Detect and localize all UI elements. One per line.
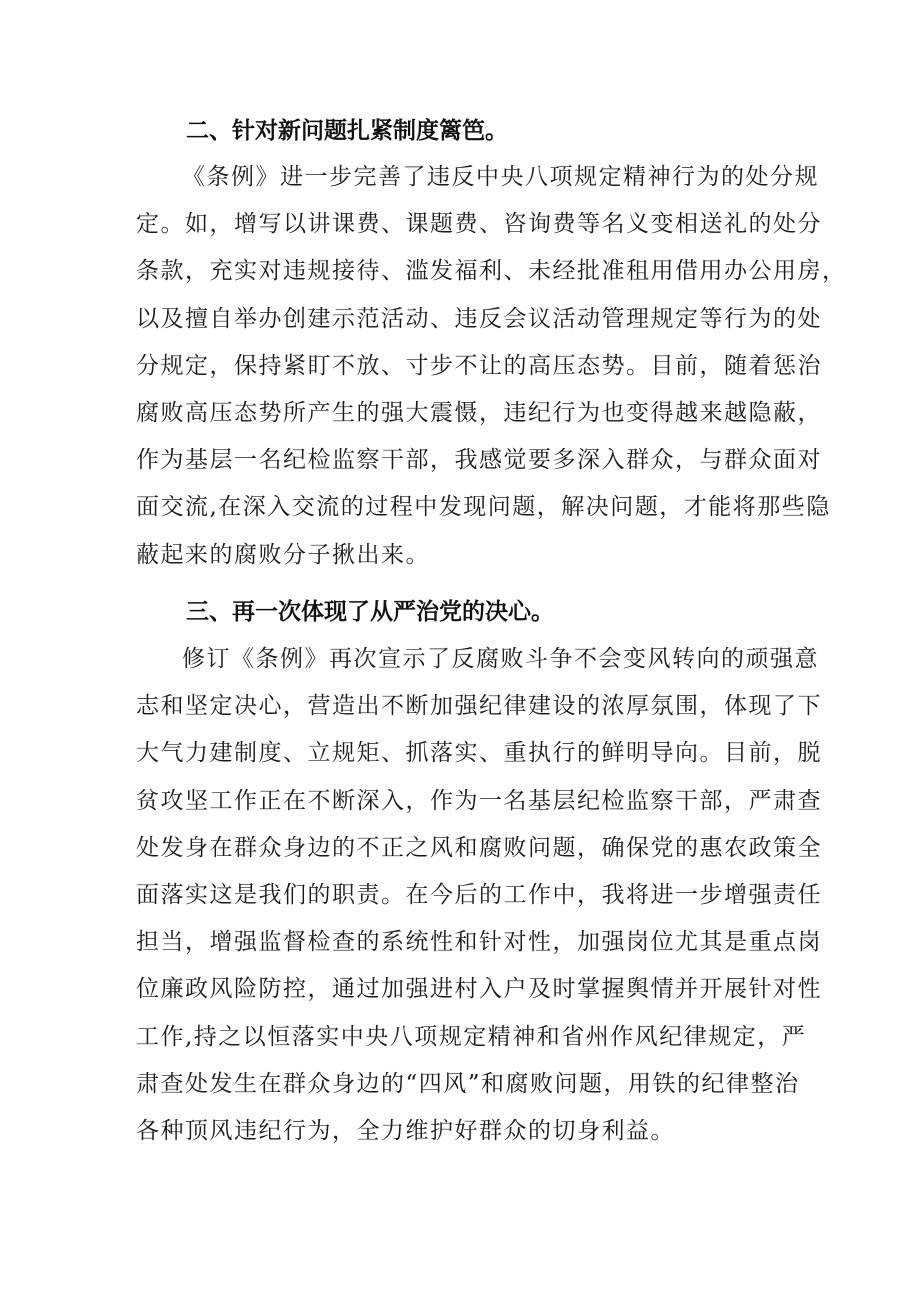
paragraph-line: 以及擅自举办创建示范活动、违反会议活动管理规定等行为的处 xyxy=(136,305,822,332)
section-3-heading: 三、再一次体现了从严治党的决心。 xyxy=(186,599,554,625)
section-2-paragraph xyxy=(136,154,847,579)
paragraph-line: 定。如，增写以讲课费、课题费、咨询费等名义变相送礼的处分 xyxy=(136,211,822,238)
section-3-paragraph xyxy=(136,636,822,1155)
paragraph-line: 肃查处发生在群众身边的“四风”和腐败问题，用铁的纪律整治 xyxy=(136,1070,800,1097)
paragraph-line: 《条例》进一步完善了违反中央八项规定精神行为的处分规 xyxy=(182,164,819,190)
paragraph-line: 条款，充实对违规接待、滥发福利、未经批准租用借用办公用房， xyxy=(136,258,847,285)
paragraph-line: 各种顶风违纪行为，全力维护好群众的切身利益。 xyxy=(136,1117,675,1144)
paragraph-line: 面落实这是我们的职责。在今后的工作中，我将进一步增强责任 xyxy=(136,881,822,908)
paragraph-line: 大气力建制度、立规矩、抓落实、重执行的鲜明导向。目前，脱 xyxy=(136,740,822,767)
paragraph-line: 面交流,在深入交流的过程中发现问题，解决问题，才能将那些隐 xyxy=(136,494,831,521)
paragraph-line: 分规定，保持紧盯不放、寸步不让的高压态势。目前，随着惩治 xyxy=(136,352,822,379)
paragraph-line: 担当，增强监督检查的系统性和针对性，加强岗位尤其是重点岗 xyxy=(136,929,822,956)
paragraph-line: 腐败高压态势所产生的强大震慑，违纪行为也变得越来越隐蔽， xyxy=(136,399,822,426)
paragraph-line: 作为基层一名纪检监察干部，我感觉要多深入群众，与群众面对 xyxy=(136,447,822,474)
paragraph-line: 修订《条例》再次宣示了反腐败斗争不会变风转向的顽强意 xyxy=(182,646,819,672)
paragraph-line: 处发身在群众身边的不正之风和腐败问题，确保党的惠农政策全 xyxy=(136,834,822,861)
paragraph-line: 位廉政风险防控，通过加强进村入户及时掌握舆情并开展针对性 xyxy=(136,976,822,1003)
paragraph-line: 志和坚定决心，营造出不断加强纪律建设的浓厚氛围，体现了下 xyxy=(136,693,822,720)
section-2-heading: 二、针对新问题扎紧制度篱笆。 xyxy=(186,118,508,144)
paragraph-line: 贫攻坚工作正在不断深入，作为一名基层纪检监察干部，严肃查 xyxy=(136,787,822,814)
paragraph-line: 工作,持之以恒落实中央八项规定精神和省州作风纪律规定，严 xyxy=(136,1023,807,1050)
paragraph-line: 蔽起来的腐败分子揪出来。 xyxy=(136,541,430,568)
